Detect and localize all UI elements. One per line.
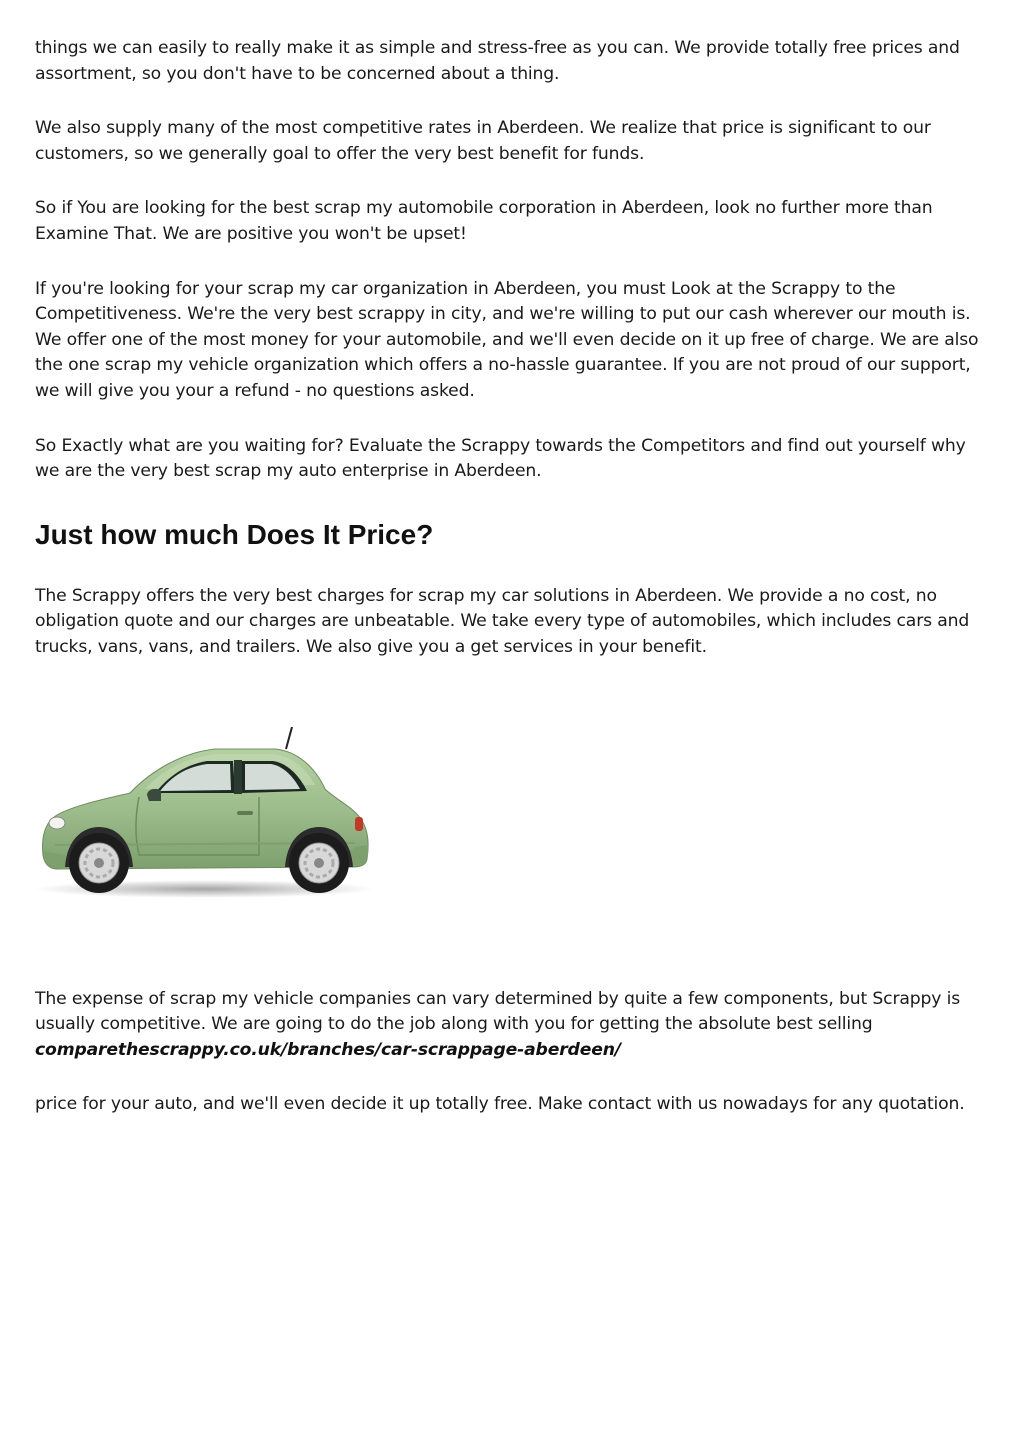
paragraph-charges: The Scrappy offers the very best charges for scrap my car solutions in Aberdeen. We provide a no cost, no obligation quote and our charges are unbeatable. We take every type of automobiles, which includes cars and trucks, vans, vans, and trailers. We also give you a get services in your benefit. (35, 585, 970, 657)
section-heading: Just how much Does It Price? (35, 518, 434, 550)
document-page (35, 36, 990, 1118)
paragraph-rates: We also supply many of the most competitive rates in Aberdeen. We realize that price is significant to our customers, so we generally goal to offer the very best benefit for funds. (35, 118, 931, 164)
paragraph-competitiveness: If you're looking for your scrap my car organization in Aberdeen, you must Look at the Scrappy to the Competitiveness. We're the very best scrappy in city, and we're willing to put our cash wherever our mouth is. We offer one of the most money for your automobile, and we'll even decide on it up free of charge. We are also the one scrap my vehicle organization which offers a no-hassle guarantee. If you are not proud of our support, we will give you your a refund - no questions asked. (35, 278, 979, 401)
paragraph-expense (35, 987, 990, 1064)
paragraph-contact: price for your auto, and we'll even decide it up totally free. Make contact with us nowadays for any quotation. (35, 1094, 965, 1115)
car-image (35, 727, 375, 907)
paragraph-waiting: So Exactly what are you waiting for? Evaluate the Scrappy towards the Competitors and find out yourself why we are the very best scrap my auto enterprise in Aberdeen. (35, 435, 966, 482)
green-hatchback-car-icon (35, 727, 375, 907)
paragraph-expense-text: The expense of scrap my vehicle companies can vary determined by quite a few components, but Scrappy is usually competitive. We are going to do the job along with you for getting the absolute best selling (35, 988, 961, 1035)
paragraph-intro: things we can easily to really make it as simple and stress-free as you can. We provide totally free prices and assortment, so you don't have to be concerned about a thing. (35, 38, 960, 84)
scrappy-link[interactable]: comparethescrappy.co.uk/branches/car-scrappage-aberdeen/ (35, 1039, 621, 1060)
paragraph-looking: So if You are looking for the best scrap my automobile corporation in Aberdeen, look no further more than Examine That. We are positive you won't be upset! (35, 198, 933, 244)
